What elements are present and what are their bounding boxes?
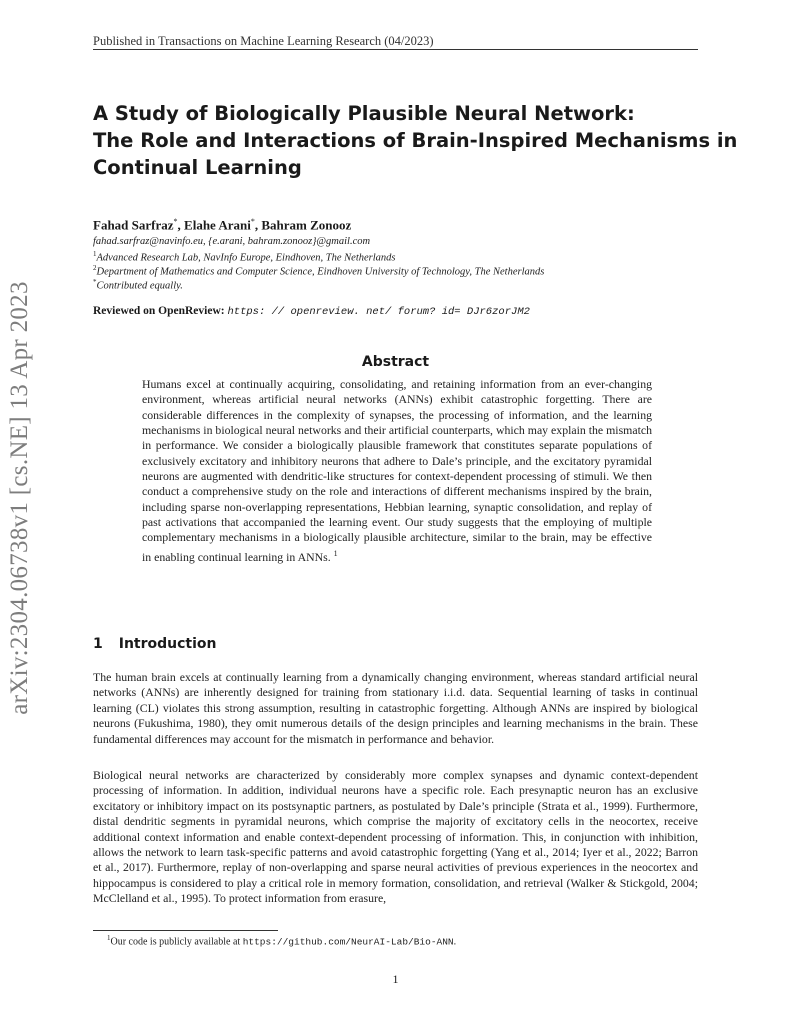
author-separator: , (177, 217, 185, 233)
author-2-mark: * (250, 217, 255, 226)
page-number: 1 (392, 972, 399, 986)
author-1: Fahad Sarfraz (93, 217, 174, 233)
intro-paragraph-1: The human brain excels at continually learning from a dynamically changing environment, whereas standard artificial neural networks (ANNs) are inherently designed for training from stationary i.i.d. data. Sequential learning of tasks in continual learning (CL) violates this strong assumption, resulting in catastrophic forgetting. Although ANNs are inspired by biological neurons (Fukushima, 1980), they omit numerous details of the design principles and learning mechanisms in the brain. These fundamental differences may account for the mismatch in performance and behavior. (93, 670, 698, 746)
section-heading-introduction (93, 636, 217, 652)
paper-title (93, 100, 738, 181)
author-1-mark: * (173, 217, 178, 226)
affiliation-1 (93, 250, 396, 264)
affiliation-text: Contributed equally. (96, 280, 183, 292)
affiliation-mark: 2 (93, 264, 97, 272)
equal-contribution-note (93, 278, 183, 292)
author-list (93, 217, 351, 233)
affiliation-mark: 1 (93, 250, 97, 258)
affiliation-text: Department of Mathematics and Computer Science, Eindhoven University of Technology, The Netherlands (96, 266, 545, 278)
arxiv-stamp-text: arXiv:2304.06738v1 [cs.NE] 13 Apr 2023 (6, 281, 33, 715)
footnote-text: Our code is publicly available at (110, 936, 243, 948)
abstract-body (142, 377, 652, 565)
affiliation-text: Advanced Research Lab, NavInfo Europe, Eindhoven, The Netherlands (96, 252, 396, 264)
affiliation-mark: * (93, 278, 97, 286)
footnote-mark: 1 (107, 934, 111, 942)
section-title: Introduction (118, 636, 217, 652)
header-rule (93, 49, 698, 50)
review-label: Reviewed on OpenReview: (93, 305, 228, 317)
title-line-3: Continual Learning (93, 156, 302, 179)
affiliation-2 (93, 264, 544, 278)
review-line (93, 305, 530, 318)
title-line-1: A Study of Biologically Plausible Neural Network: (93, 102, 635, 125)
author-2: Elahe Arani (184, 217, 251, 233)
openreview-link[interactable]: https: // openreview. net/ forum? id= DJr6zorJM2 (227, 306, 530, 318)
section-number: 1 (93, 636, 103, 652)
footnote-rule (93, 930, 278, 931)
title-line-2: The Role and Interactions of Brain-Inspired Mechanisms in (93, 129, 738, 152)
arxiv-stamp (0, 0, 40, 1024)
author-3: Bahram Zonooz (261, 217, 352, 233)
abstract-text: Humans excel at continually acquiring, consolidating, and retaining information from an ever-changing environment, whereas artificial neural networks (ANNs) exhibit catastrophic forgetting. There are considerable differences in the complexity of synapses, the processing of information, and the learning mechanisms in biological neural networks and their artificial counterparts, which may explain the mismatch in performance. We consider a biologically plausible framework that constitutes separate populations of exclusively excitatory and inhibitory neurons that adhere to Dale’s principle, and the excitatory pyramidal neurons are augmented with dendritic-like structures for context-dependent processing of stimuli. We then conduct a comprehensive study on the role and interactions of different mechanisms inspired by the brain, including sparse non-overlapping representations, Hebbian learning, synaptic consolidation, and replay of past activations that accompanied the learning event. Our study suggests that the employing of multiple complementary mechanisms in a biologically plausible architecture, similar to the brain, may be effective in enabling continual learning in ANNs. (142, 377, 652, 564)
code-repo-link[interactable]: https://github.com/NeurAI-Lab/Bio-ANN (242, 936, 454, 948)
intro-paragraph-2: Biological neural networks are characterized by considerably more complex synapses and dynamic context-dependent processing of information. In addition, individual neurons have a specific role. Each presynaptic neuron has an exclusive excitatory or inhibitory impact on its postsynaptic partners, as postulated by Dale’s principle (Strata et al., 1999). Furthermore, distal dendritic segments in pyramidal neurons, which comprise the majority of excitatory cells in the neocortex, receive additional context information and enable context-dependent processing of information. This, in conjunction with inhibition, allows the network to learn task-specific patterns and avoid catastrophic forgetting (Yang et al., 2014; Iyer et al., 2022; Barron et al., 2017). Furthermore, replay of non-overlapping and sparse neural activities of previous experiences in the neocortex and hippocampus is considered to play a critical role in memory formation, consolidation, and retrieval (Walker & Stickgold, 2004; McClelland et al., 1995). To protect information from erasure, (93, 768, 698, 906)
running-header: Published in Transactions on Machine Learning Research (04/2023) (93, 34, 434, 48)
abstract-footnote-mark[interactable]: 1 (333, 548, 338, 558)
abstract-heading: Abstract (361, 354, 430, 370)
footnote (107, 934, 456, 947)
author-separator: , (254, 217, 262, 233)
author-emails: fahad.sarfraz@navinfo.eu, {e.arani, bahram.zonooz}@gmail.com (93, 236, 371, 247)
footnote-end: . (453, 936, 457, 948)
